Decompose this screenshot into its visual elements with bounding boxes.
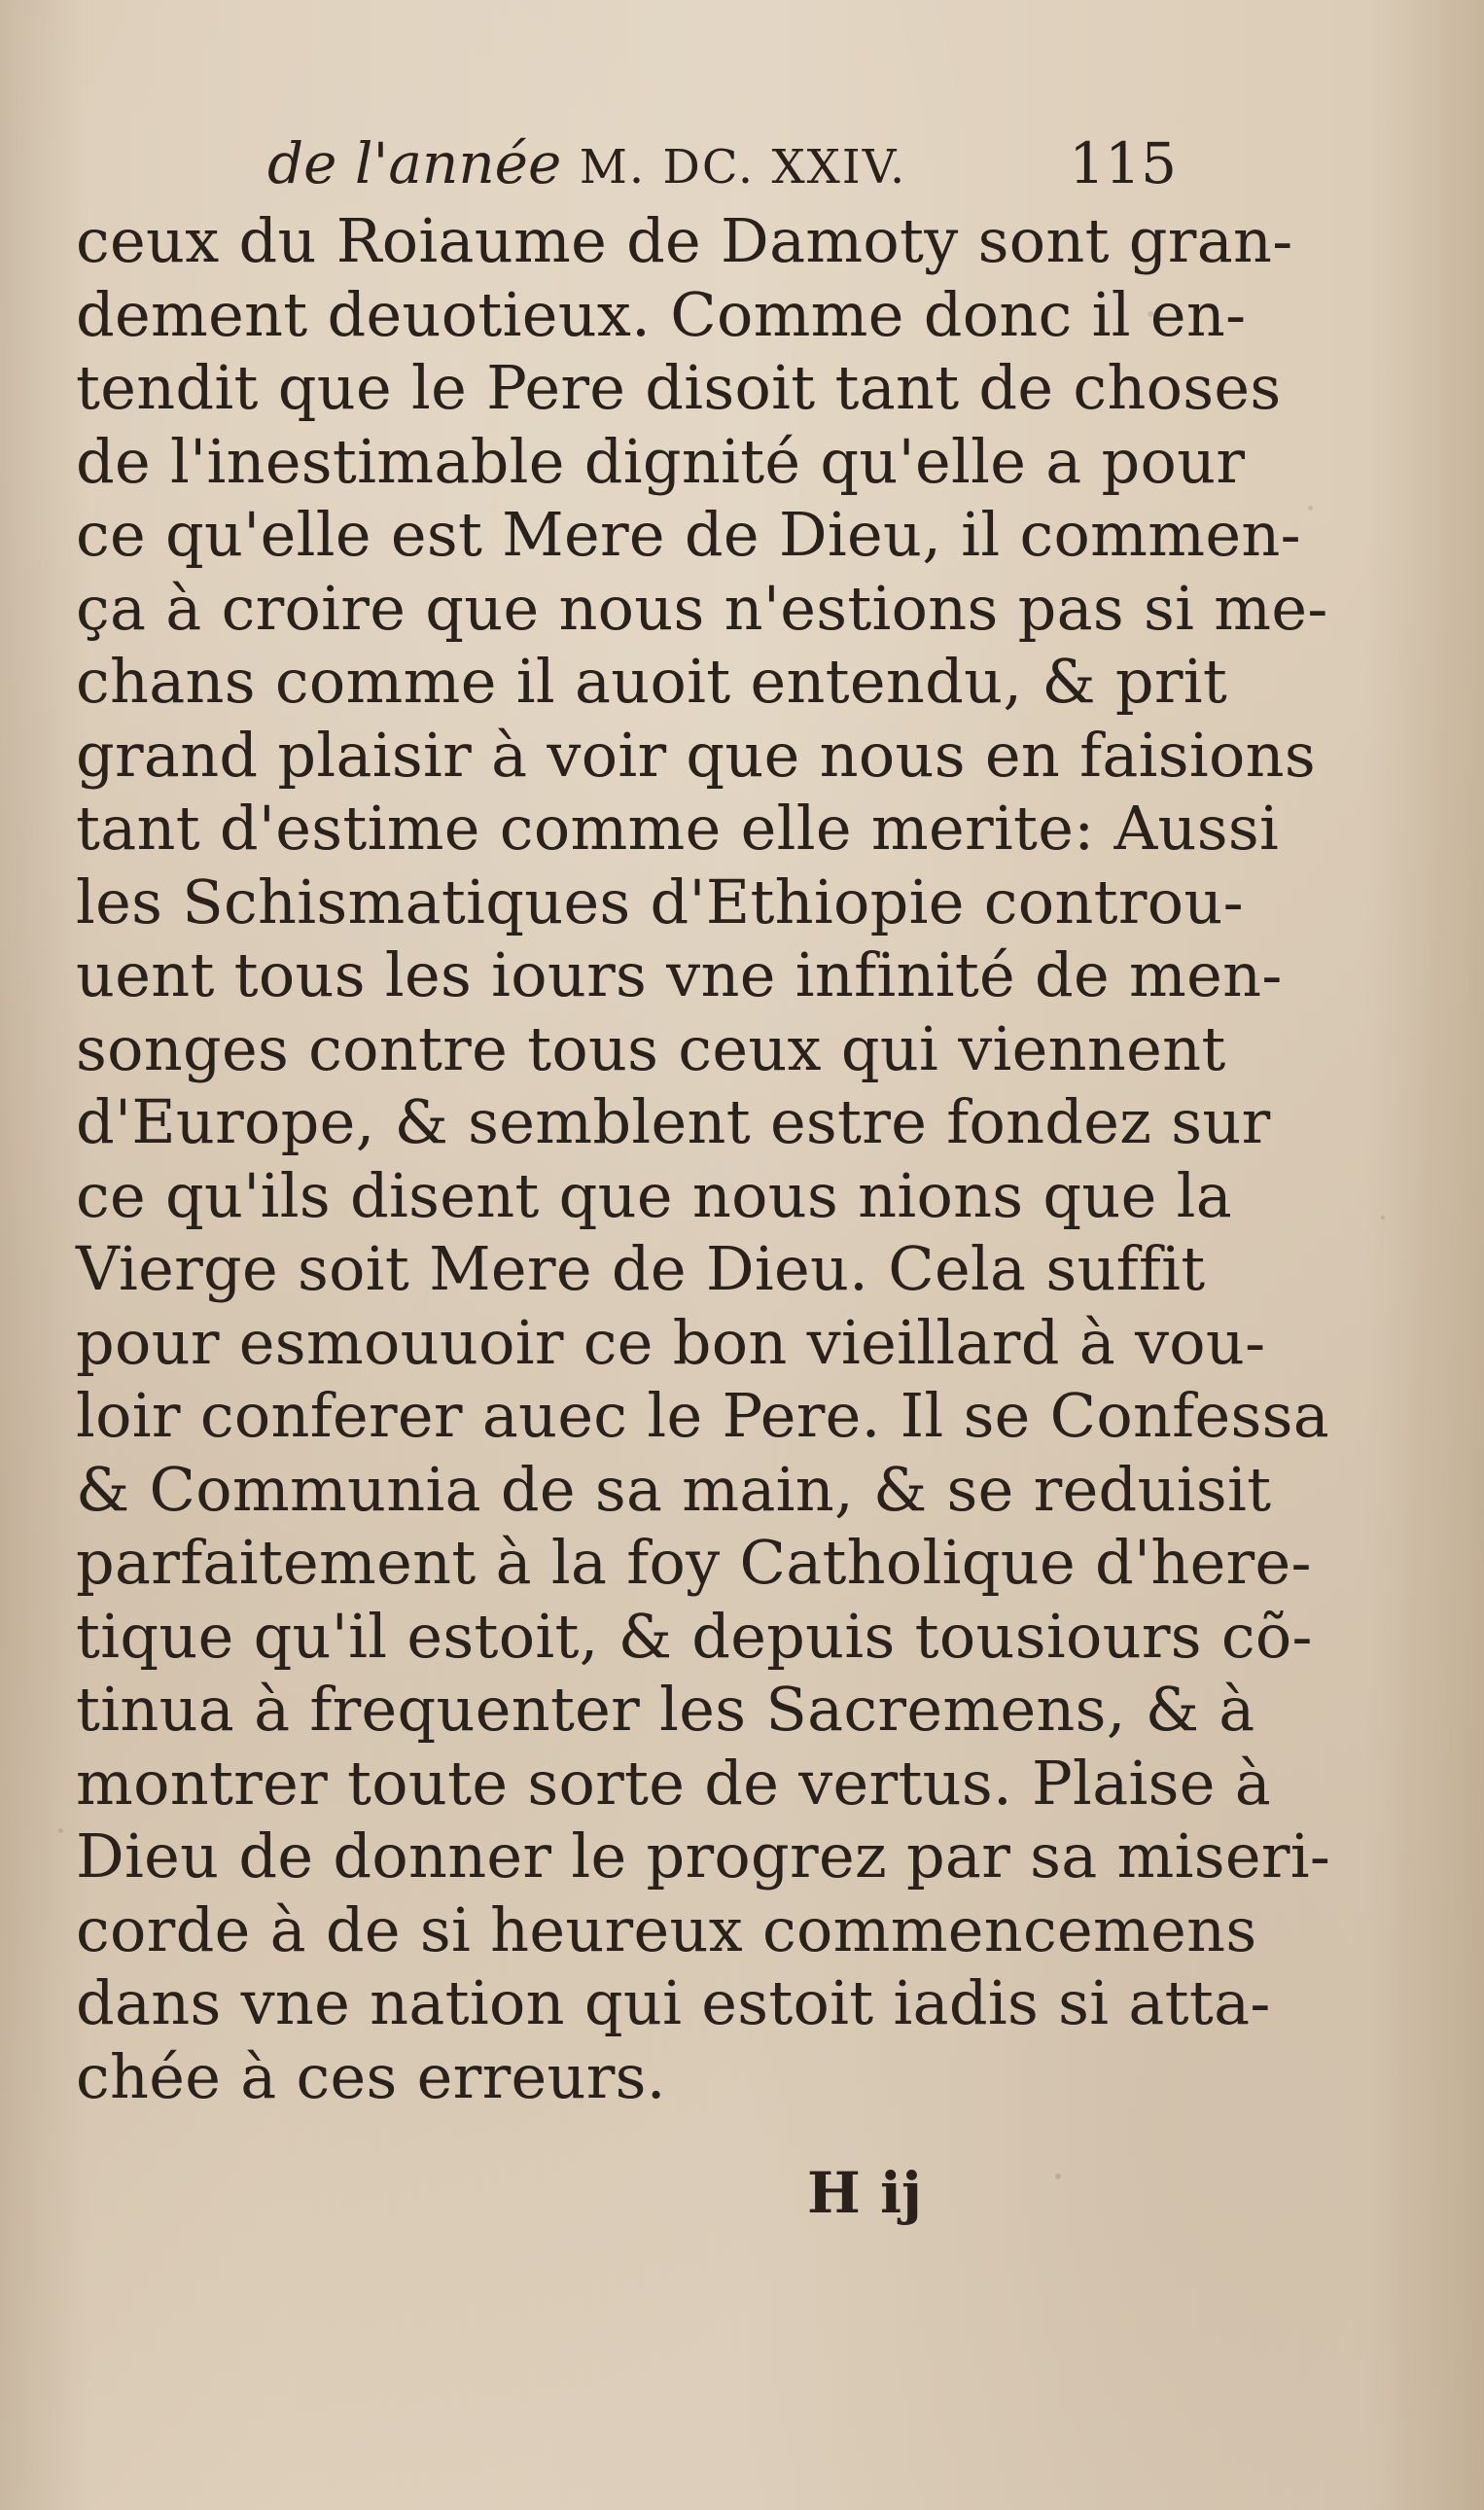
paper-stain [1055,2174,1061,2179]
text-line: & Communia de sa main, & se reduisit [76,1453,1272,1525]
text-line: ça à croire que nous n'estions pas si me- [76,572,1328,644]
text-line: tinua à frequenter les Sacremens, & à [76,1674,1255,1745]
text-line: loir conferer auec le Pere. Il se Confessa [76,1380,1330,1451]
text-line: Dieu de donner le progrez par sa miseri- [76,1821,1331,1891]
page-header [267,124,1177,202]
text-line: de l'inestimable dignité qu'elle a pour [76,425,1246,497]
running-title-caps: M. DC. XXIV. [579,140,907,194]
text-line: tant d'estime comme elle merite: Aussi [76,793,1280,864]
text-line: tendit que le Pere disoit tant de choses [76,352,1282,423]
text-line: d'Europe, & semblent estre fondez sur [76,1086,1271,1157]
text-line: dement deuotieux. Comme donc il en- [76,278,1247,350]
text-line: grand plaisir à voir que nous en faisions [76,719,1316,791]
text-line: pour esmouuoir ce bon vieillard à vou- [76,1306,1266,1378]
text-line: chée à ces erreurs. [76,2040,666,2112]
text-line: les Schismatiques d'Ethiopie controu- [76,866,1244,937]
text-line: uent tous les iours vne infinité de men- [76,939,1283,1010]
body-text [76,204,1331,2113]
text-line: ce qu'elle est Mere de Dieu, il commen- [76,499,1301,570]
paper-stain [1308,506,1313,511]
running-title-italic: de l'année [267,130,562,196]
page-number: 115 [1069,130,1177,196]
text-line: ceux du Roiaume de Damoty sont gran- [76,205,1293,276]
text-line: chans comme il auoit entendu, & prit [76,646,1228,717]
text-line: songes contre tous ceux qui viennent [76,1012,1226,1084]
running-title [267,124,906,206]
text-line: ce qu'ils disent que nous nions que la [76,1159,1233,1231]
text-line: montrer toute sorte de vertus. Plaise à [76,1747,1271,1819]
text-line: corde à de si heureux commencemens [76,1893,1257,1965]
text-line: dans vne nation qui estoit iadis si atta- [76,1967,1271,2038]
paper-stain [1381,1216,1385,1220]
text-line: tique qu'il estoit, & depuis tousiours cõ- [76,1600,1313,1672]
text-line: Vierge soit Mere de Dieu. Cela suffit [76,1233,1206,1304]
paper-stain [58,1828,63,1833]
text-line: parfaitement à la foy Catholique d'here- [76,1527,1312,1598]
signature-mark: H ij [807,2160,923,2226]
